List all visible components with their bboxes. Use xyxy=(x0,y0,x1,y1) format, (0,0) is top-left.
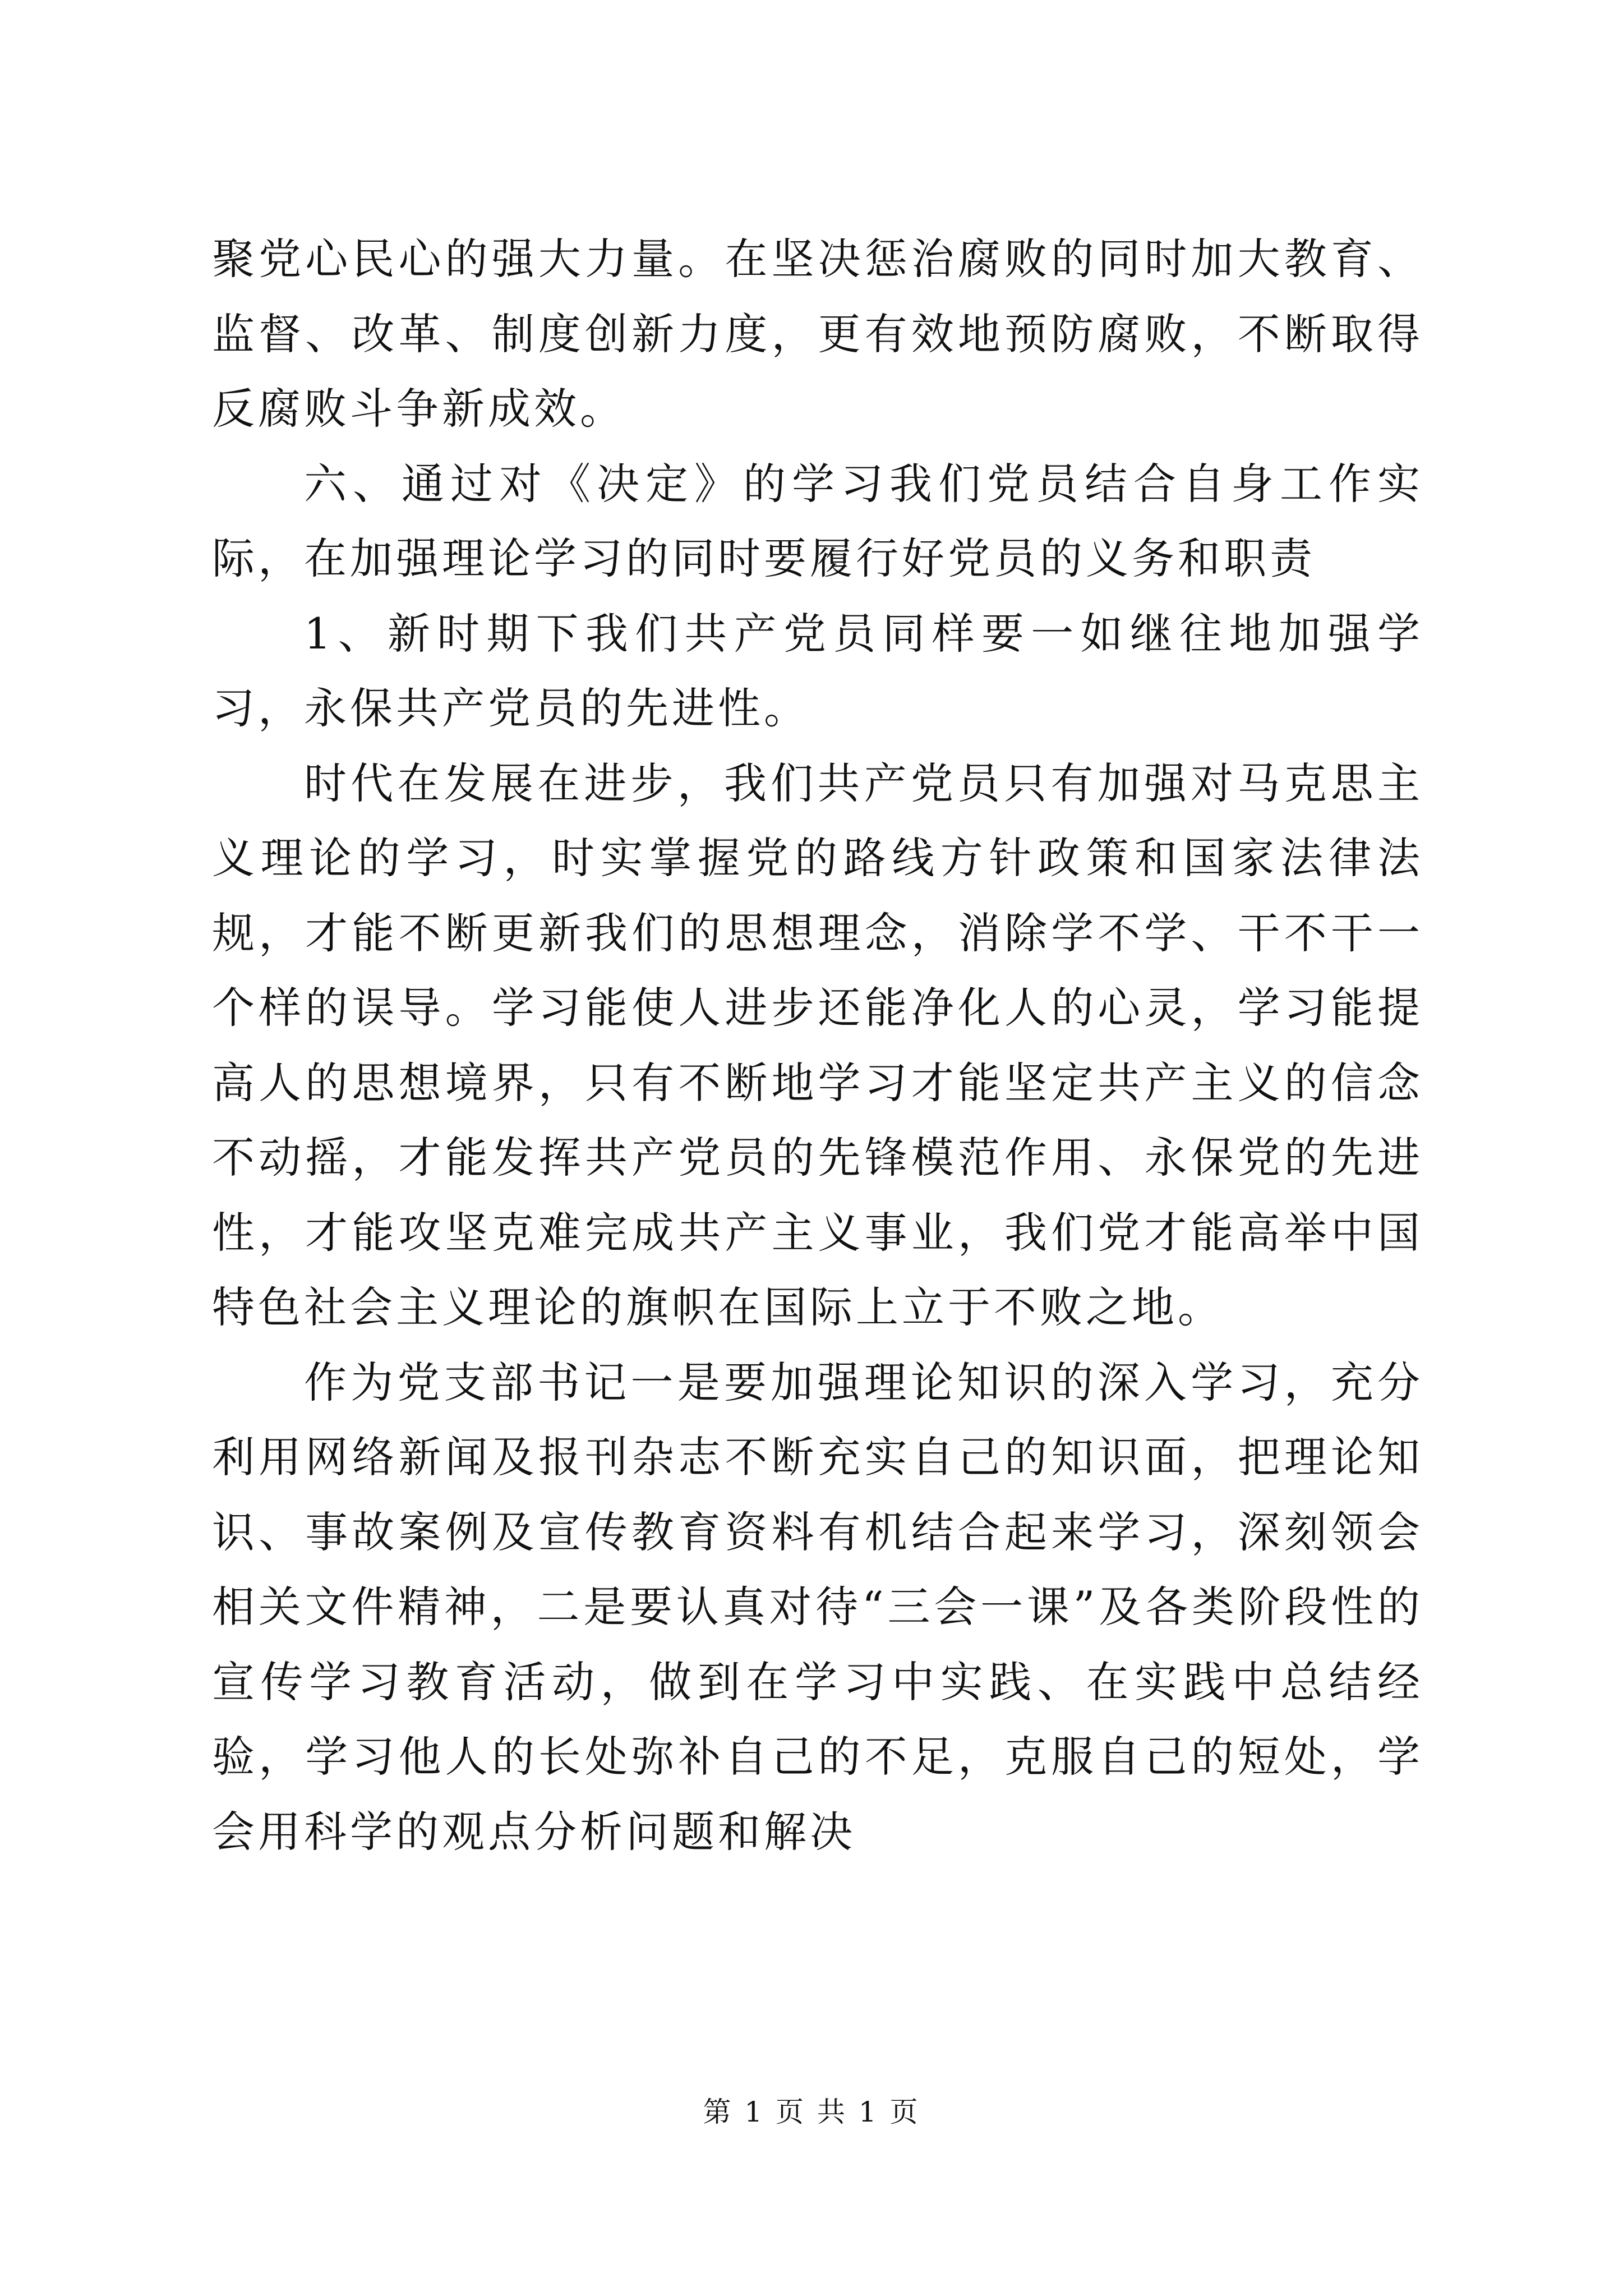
paragraph-1: 聚党心民心的强大力量。在坚决惩治腐败的同时加大教育、监督、改革、制度创新力度，更有效地预防腐败，不断取得反腐败斗争新成效。 xyxy=(212,234,1423,434)
page-number-footer: 第 1 页 共 1 页 xyxy=(703,2096,920,2128)
paragraph-2-heading: 六、通过对《决定》的学习我们党员结合自身工作实际，在加强理论学习的同时要履行好党员的义务和职责 xyxy=(212,458,1423,583)
paragraph-5: 作为党支部书记一是要加强理论知识的深入学习，充分利用网络新闻及报刊杂志不断充实自己的知识面，把理论知识、事故案例及宣传教育资料有机结合起来学习，深刻领会相关文件精神，二是要认真对待“三会一课”及各类阶段性的宣传学习教育活动，做到在学习中实践、在实践中总结经验，学习他人的长处弥补自己的不足，克服自己的短处，学会用科学的观点分析问题和解决 xyxy=(212,1357,1423,1857)
paragraph-4: 时代在发展在进步，我们共产党员只有加强对马克思主义理论的学习，时实掌握党的路线方针政策和国家法律法规，才能不断更新我们的思想理念，消除学不学、干不干一个样的误导。学习能使人进步还能净化人的心灵，学习能提高人的思想境界，只有不断地学习才能坚定共产主义的信念不动摇，才能发挥共产党员的先锋模范作用、永保党的先进性，才能攻坚克难完成共产主义事业，我们党才能高举中国特色社会主义理论的旗帜在国际上立于不败之地。 xyxy=(212,758,1423,1332)
paragraph-3-subheading: 1、新时期下我们共产党员同样要一如继往地加强学习，永保共产党员的先进性。 xyxy=(212,608,1423,733)
document-body xyxy=(212,222,1423,1869)
